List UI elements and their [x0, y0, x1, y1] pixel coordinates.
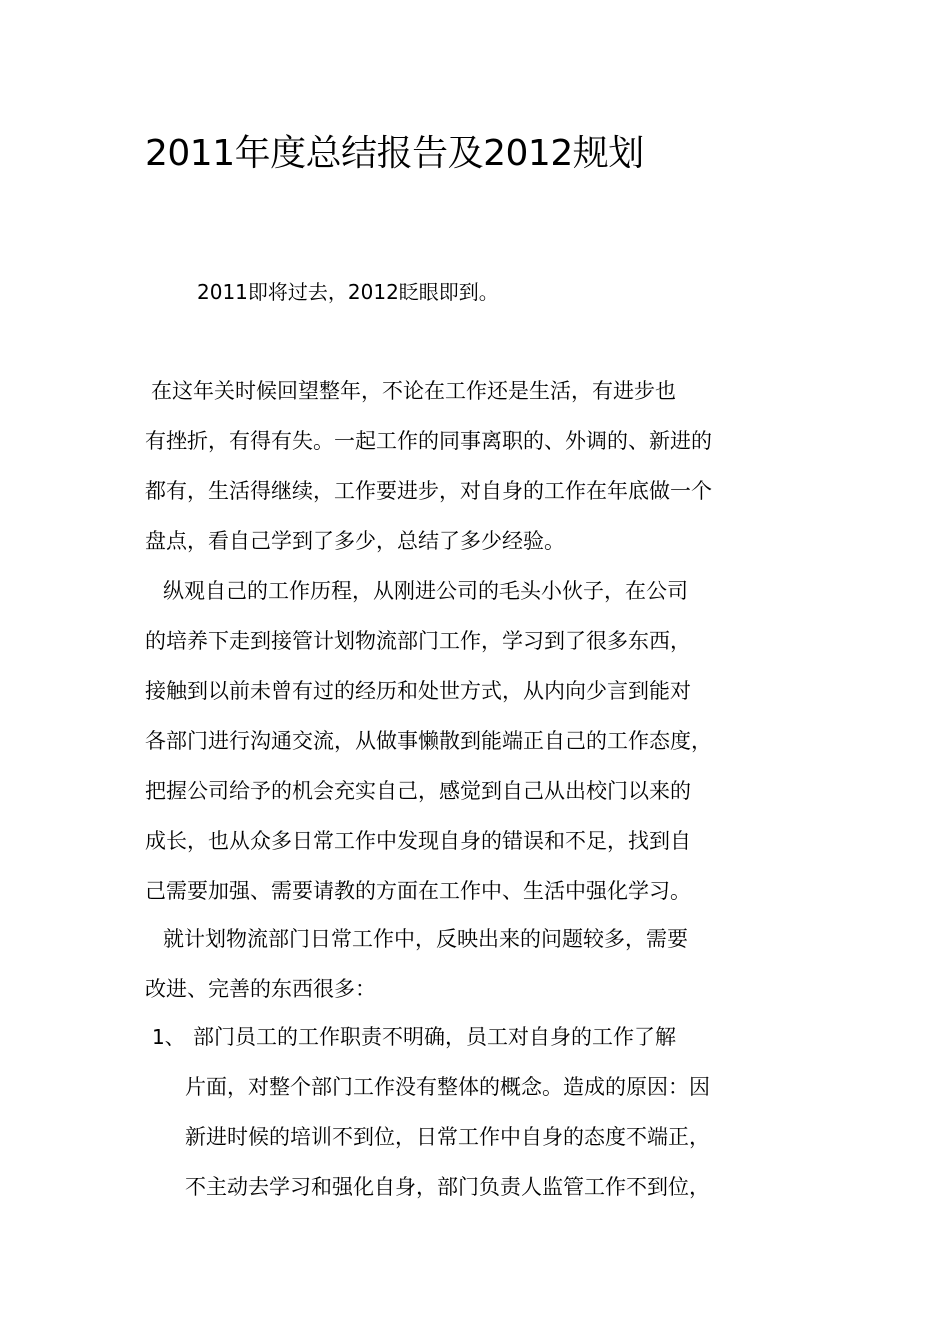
- paragraph-line: 把握公司给予的机会充实自己，感觉到自己从出校门以来的: [145, 779, 691, 803]
- list-item-text: [185, 1012, 815, 1212]
- paragraph-line: 接触到以前未曾有过的经历和处世方式，从内向少言到能对: [145, 679, 691, 703]
- list-line: 新进时候的培训不到位，日常工作中自身的态度不端正，: [185, 1125, 710, 1149]
- intro-line: 2011即将过去，2012眨眼即到。: [197, 280, 499, 304]
- paragraph-line: 纵观自己的工作历程，从刚进公司的毛头小伙子，在公司: [163, 579, 688, 603]
- paragraph-line: 就计划物流部门日常工作中，反映出来的问题较多，需要: [163, 927, 688, 951]
- paragraph-2: [145, 566, 815, 916]
- document-title: 2011年度总结报告及2012规划: [145, 133, 644, 174]
- list-line: 不主动去学习和强化自身，部门负责人监管工作不到位，: [185, 1175, 710, 1199]
- paragraph-line: 有挫折，有得有失。一起工作的同事离职的、外调的、新进的: [145, 429, 712, 453]
- paragraph-line: 改进、完善的东西很多：: [145, 977, 376, 1001]
- list-line: 片面，对整个部门工作没有整体的概念。造成的原因：因: [185, 1075, 710, 1099]
- paragraph-line: 都有，生活得继续，工作要进步，对自身的工作在年底做一个: [145, 479, 712, 503]
- paragraph-line: 己需要加强、需要请教的方面在工作中、生活中强化学习。: [145, 879, 691, 903]
- paragraph-line: 盘点，看自己学到了多少，总结了多少经验。: [145, 529, 565, 553]
- paragraph-3: [145, 914, 815, 1014]
- paragraph-line: 在这年关时候回望整年，不论在工作还是生活，有进步也: [151, 379, 676, 403]
- list-line: 部门员工的工作职责不明确，员工对自身的工作了解: [193, 1025, 676, 1049]
- paragraph-line: 成长，也从众多日常工作中发现自身的错误和不足，找到自: [145, 829, 691, 853]
- paragraph-1: [145, 366, 815, 566]
- paragraph-line: 各部门进行沟通交流，从做事懒散到能端正自己的工作态度，: [145, 729, 712, 753]
- paragraph-line: 的培养下走到接管计划物流部门工作，学习到了很多东西，: [145, 629, 691, 653]
- list-number: 1、: [152, 1025, 185, 1049]
